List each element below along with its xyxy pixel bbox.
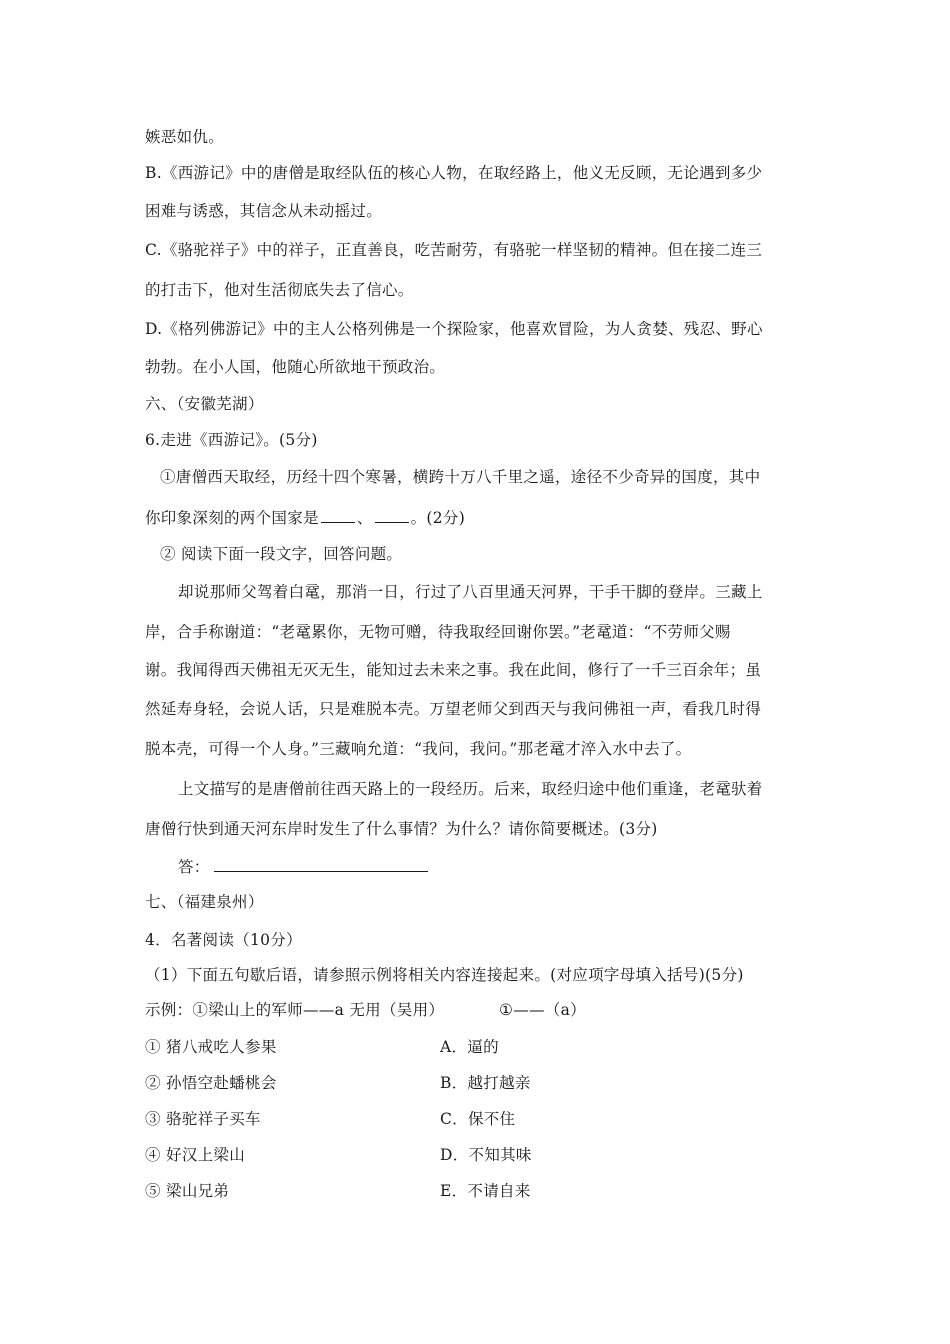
text-segment: 、 — [356, 509, 373, 527]
option-b-line: B.《西游记》中的唐僧是取经队伍的核心人物，在取经路上，他义无反顾，无论遇到多少 — [145, 164, 763, 182]
example-answer: ①——（a） — [499, 1001, 586, 1019]
answer-blank[interactable] — [214, 855, 428, 872]
section-heading: 六、（安徽芜湖） — [145, 395, 264, 413]
text-segment: 你印象深刻的两个国家是 — [145, 509, 319, 527]
answer-blank-2[interactable] — [375, 506, 409, 523]
text-line: 困难与诱惑，其信念从未动摇过。 — [145, 202, 383, 220]
passage-line: 谢。我闻得西天佛祖无灭无生，能知过去未来之事。我在此间，修行了一千三百余年；虽 — [145, 661, 762, 679]
text-line: 勃勃。在小人国，他随心所欲地干预政治。 — [145, 358, 446, 376]
question-text: 上文描写的是唐僧前往西天路上的一段经历。后来，取经归途中他们重逢，老鼋驮着 — [178, 780, 763, 798]
option-c-line: C.《骆驼祥子》中的祥子，正直善良，吃苦耐劳，有骆驼一样坚韧的精神。但在接二连三 — [145, 241, 763, 259]
option-d-line: D.《格列佛游记》中的主人公格列佛是一个探险家，他喜欢冒险，为人贪婪、残忍、野心 — [145, 320, 763, 338]
example-text: 示例：①梁山上的军师——a 无用（吴用） — [145, 1001, 445, 1019]
section-heading: 七、（福建泉州） — [145, 893, 264, 911]
text-line: 嫉恶如仇。 — [145, 128, 225, 146]
passage-line: 岸，合手称谢道：“老鼋累你，无物可赠，待我取经回谢你罢。”老鼋道：“不劳师父赐 — [145, 623, 731, 641]
question-title: 4．名著阅读（10分） — [145, 931, 302, 949]
list-item-right: C．保不住 — [440, 1110, 516, 1128]
fill-blank-line — [145, 506, 465, 529]
list-item-right: B．越打越亲 — [440, 1074, 531, 1092]
passage-line: 却说那师父驾着白鼋，那消一日，行过了八百里通天河界，干手干脚的登岸。三藏上 — [178, 583, 763, 601]
list-item-left: ⑤ 梁山兄弟 — [145, 1182, 230, 1200]
passage-line: 然延寿身轻，会说人话，只是难脱本壳。万望老师父到西天与我问佛祖一声，看我几时得 — [145, 700, 762, 718]
list-item-left: ④ 好汉上梁山 — [145, 1146, 246, 1164]
list-item-left: ③ 骆驼祥子买车 — [145, 1110, 261, 1128]
question-title: 6.走进《西游记》。(5分) — [145, 431, 318, 449]
text-line: 的打击下，他对生活彻底失去了信心。 — [145, 281, 414, 299]
question-text: ② 阅读下面一段文字，回答问题。 — [160, 545, 403, 563]
list-item-right: A．逼的 — [440, 1038, 499, 1056]
answer-line — [178, 855, 428, 878]
list-item-left: ① 猪八戒吃人参果 — [145, 1038, 277, 1056]
list-item-right: E．不请自来 — [440, 1182, 531, 1200]
example-line — [145, 999, 444, 1021]
question-text: ①唐僧西天取经，历经十四个寒暑，横跨十万八千里之遥，途径不少奇异的国度，其中 — [160, 468, 761, 486]
question-text: 唐僧行快到通天河东岸时发生了什么事情？为什么？请你简要概述。(3分) — [145, 820, 658, 838]
list-item-right: D．不知其味 — [440, 1146, 532, 1164]
question-text: （1）下面五句歇后语，请参照示例将相关内容连接起来。(对应项字母填入括号)(5分) — [145, 966, 744, 984]
text-segment: 。(2分) — [410, 509, 466, 527]
passage-line: 脱本壳，可得一个人身。”三藏响允道：“我问，我问。”那老鼋才淬入水中去了。 — [145, 740, 692, 758]
answer-label: 答： — [178, 858, 210, 876]
answer-blank-1[interactable] — [321, 506, 355, 523]
list-item-left: ② 孙悟空赴蟠桃会 — [145, 1074, 277, 1092]
